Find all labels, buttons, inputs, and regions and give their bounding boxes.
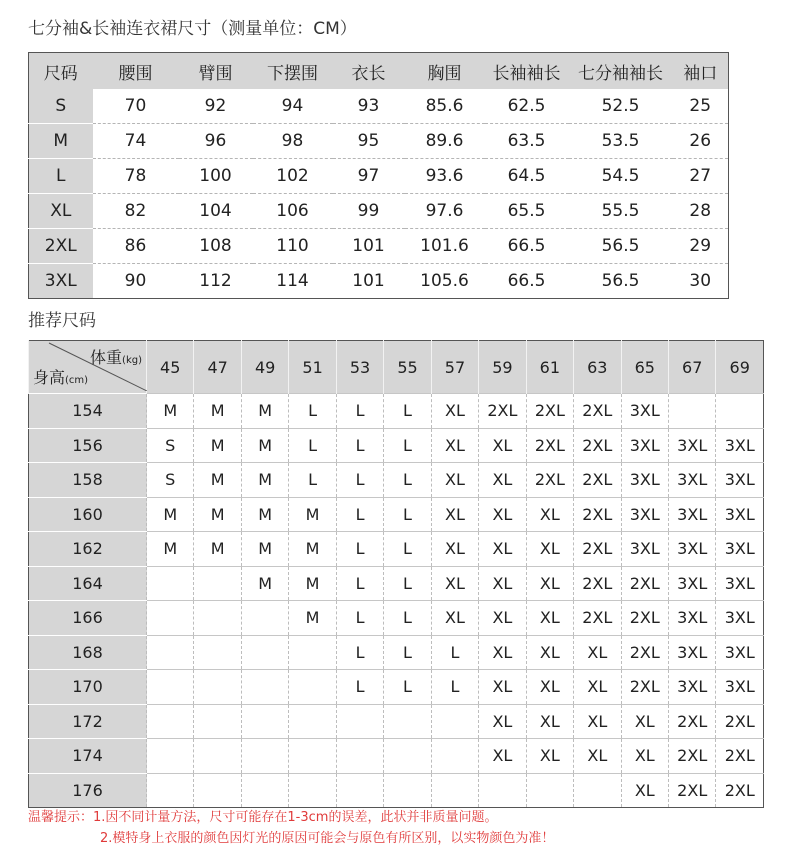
recommended-size-cell [194, 739, 241, 774]
height-cell: 172 [29, 704, 147, 739]
recommended-size-cell: 3XL [621, 532, 668, 567]
recommended-size-cell [241, 670, 288, 705]
measurement-cell: 82 [93, 194, 179, 229]
recommended-size-cell: XL [526, 670, 573, 705]
table-row [29, 670, 764, 705]
recommended-size-cell: 2XL [621, 601, 668, 636]
recommended-size-cell: XL [526, 739, 573, 774]
recommended-size-cell: XL [574, 704, 621, 739]
recommended-size-cell [289, 773, 336, 808]
table-row [29, 601, 764, 636]
measurement-cell: 102 [253, 159, 333, 194]
weight-header-cell: 53 [336, 341, 383, 394]
recommended-size-cell: XL [431, 463, 478, 498]
recommended-size-cell: 3XL [716, 532, 764, 567]
height-cell: 170 [29, 670, 147, 705]
recommended-size-cell: M [194, 394, 241, 429]
recommended-size-cell: 2XL [574, 566, 621, 601]
recommended-size-cell [336, 739, 383, 774]
recommended-size-cell: 2XL [574, 497, 621, 532]
height-cell: 168 [29, 635, 147, 670]
recommended-size-cell: L [336, 532, 383, 567]
weight-header-cell: 51 [289, 341, 336, 394]
table-row [29, 428, 764, 463]
recommended-size-cell [574, 773, 621, 808]
recommended-size-cell: S [147, 428, 194, 463]
recommended-size-cell: L [384, 635, 431, 670]
recommended-size-cell: L [289, 394, 336, 429]
recommended-size-cell: 2XL [668, 739, 715, 774]
height-cell: 174 [29, 739, 147, 774]
recommended-size-cell: M [241, 463, 288, 498]
recommended-size-cell: M [289, 532, 336, 567]
corner-cell [29, 341, 147, 394]
height-cell: 166 [29, 601, 147, 636]
recommended-size-cell: M [194, 497, 241, 532]
recommended-size-cell: 3XL [621, 394, 668, 429]
table-row [29, 463, 764, 498]
recommended-size-cell [384, 773, 431, 808]
table-row [29, 773, 764, 808]
table-row [29, 497, 764, 532]
recommended-size-cell [194, 773, 241, 808]
measurement-cell: 89.6 [405, 124, 485, 159]
recommended-size-cell: L [384, 670, 431, 705]
recommended-size-cell [194, 601, 241, 636]
recommended-size-cell: L [384, 497, 431, 532]
recommended-size-cell: 2XL [716, 739, 764, 774]
recommended-size-cell: L [336, 601, 383, 636]
recommended-size-cell: 2XL [574, 428, 621, 463]
recommended-size-cell: M [241, 394, 288, 429]
recommended-size-cell: XL [526, 532, 573, 567]
measurement-cell: 66.5 [485, 229, 569, 264]
measurement-cell: 53.5 [569, 124, 673, 159]
recommended-size-cell: XL [431, 566, 478, 601]
measurement-cell: 28 [673, 194, 729, 229]
measurement-cell: 114 [253, 264, 333, 299]
recommended-size-cell [668, 394, 715, 429]
recommended-size-cell: XL [526, 704, 573, 739]
table-row [29, 124, 729, 159]
measurement-cell: 85.6 [425, 96, 464, 116]
size-label-cell: M [29, 124, 93, 159]
recommended-size-cell [289, 739, 336, 774]
recommended-size-cell [336, 704, 383, 739]
recommended-size-cell: XL [479, 566, 526, 601]
weight-header-cell: 69 [716, 341, 764, 394]
header-size: 尺码 [29, 53, 93, 90]
weight-header-cell: 47 [194, 341, 241, 394]
header-length: 衣长 [333, 53, 405, 90]
recommended-size-cell: XL [574, 670, 621, 705]
table-row [29, 264, 729, 299]
size-chart-table [28, 52, 729, 299]
recommended-size-cell [147, 635, 194, 670]
measurement-cell: 93 [357, 96, 380, 116]
recommended-size-cell [431, 739, 478, 774]
header-long-sleeve: 长袖袖长 [485, 53, 569, 90]
recommended-size-cell: 3XL [716, 601, 764, 636]
height-cell: 162 [29, 532, 147, 567]
measurement-cell: 30 [673, 264, 729, 299]
recommended-size-cell: 2XL [716, 773, 764, 808]
size-label-cell: L [29, 159, 93, 194]
recommended-size-cell: 3XL [716, 635, 764, 670]
measurement-cell: 55.5 [569, 194, 673, 229]
recommended-size-cell [526, 773, 573, 808]
recommended-size-cell: 2XL [574, 394, 621, 429]
header-waist: 腰围 [93, 53, 179, 90]
measurement-cell: 26 [673, 124, 729, 159]
table-row [29, 739, 764, 774]
table-row [29, 566, 764, 601]
size-label-cell: S [29, 89, 93, 124]
recommended-size-cell: 3XL [621, 497, 668, 532]
recommended-size-cell [716, 394, 764, 429]
height-cell: 158 [29, 463, 147, 498]
measurement-cell: 90 [93, 264, 179, 299]
recommended-size-cell: L [289, 428, 336, 463]
recommended-size-cell: 2XL [526, 463, 573, 498]
recommended-size-cell [147, 739, 194, 774]
table-row [29, 394, 764, 429]
measurement-cell: 104 [179, 194, 253, 229]
measurement-cell: 25 [689, 96, 712, 116]
recommended-size-cell: XL [526, 566, 573, 601]
recommended-size-cell: 2XL [668, 704, 715, 739]
recommended-size-cell [289, 704, 336, 739]
recommended-size-cell: 2XL [668, 773, 715, 808]
note-line-2: 2.模特身上衣服的颜色因灯光的原因可能会与原色有所区别，以实物颜色为准！ [100, 831, 555, 846]
recommended-size-cell: XL [479, 497, 526, 532]
recommended-size-cell: 3XL [668, 532, 715, 567]
recommended-size-cell: 3XL [716, 463, 764, 498]
measurement-cell: 112 [179, 264, 253, 299]
recommended-size-cell [479, 773, 526, 808]
header-cuff: 袖口 [673, 53, 729, 90]
weight-header-cell: 63 [574, 341, 621, 394]
recommended-size-cell [431, 773, 478, 808]
recommended-size-cell: L [336, 394, 383, 429]
height-cell: 156 [29, 428, 147, 463]
table-row [29, 89, 729, 124]
recommended-size-cell: L [384, 566, 431, 601]
weight-header-cell: 45 [147, 341, 194, 394]
measurement-cell: 92 [204, 96, 227, 116]
table-row [29, 229, 729, 264]
measurement-cell: 86 [93, 229, 179, 264]
recommended-size-cell: 2XL [621, 670, 668, 705]
recommended-size-cell [147, 773, 194, 808]
recommended-size-cell: 3XL [668, 463, 715, 498]
measurement-cell: 78 [93, 159, 179, 194]
weight-header-cell: 55 [384, 341, 431, 394]
recommended-size-cell: M [194, 428, 241, 463]
recommended-size-cell: XL [621, 773, 668, 808]
size-label-cell: 2XL [29, 229, 93, 264]
recommended-size-cell: 2XL [716, 704, 764, 739]
recommended-size-cell [384, 704, 431, 739]
recommended-size-cell: 3XL [716, 428, 764, 463]
measurement-cell: 98 [253, 124, 333, 159]
measurement-cell: 63.5 [485, 124, 569, 159]
recommended-size-cell: 3XL [716, 497, 764, 532]
recommended-size-cell: M [289, 601, 336, 636]
measurement-cell: 106 [253, 194, 333, 229]
recommended-size-cell [241, 739, 288, 774]
size-table-header-row [29, 53, 729, 90]
measurement-cell: 62.5 [507, 96, 546, 116]
recommended-size-cell: 3XL [716, 566, 764, 601]
recommended-size-cell: L [384, 532, 431, 567]
recommended-size-cell: XL [479, 532, 526, 567]
recommended-size-cell: M [289, 497, 336, 532]
measurement-cell: 70 [124, 96, 147, 116]
recommended-size-cell [194, 635, 241, 670]
recommended-size-cell [241, 704, 288, 739]
recommend-size-table [28, 340, 764, 808]
weight-header-cell: 67 [668, 341, 715, 394]
recommended-size-cell: XL [479, 704, 526, 739]
measurement-cell: 97 [333, 159, 405, 194]
recommended-size-cell: XL [479, 739, 526, 774]
recommended-size-cell: M [241, 497, 288, 532]
height-cell: 176 [29, 773, 147, 808]
recommended-size-cell: 3XL [621, 463, 668, 498]
recommended-size-cell: 3XL [668, 566, 715, 601]
measurement-cell: 56.5 [569, 264, 673, 299]
table-row [29, 635, 764, 670]
recommended-size-cell: 3XL [668, 428, 715, 463]
recommended-size-cell: XL [574, 739, 621, 774]
measurement-cell: 27 [673, 159, 729, 194]
recommended-size-cell [241, 773, 288, 808]
measurement-cell: 93.6 [405, 159, 485, 194]
recommended-size-cell: M [241, 532, 288, 567]
recommended-size-cell: L [336, 566, 383, 601]
height-label: 身高(cm) [33, 368, 89, 387]
recommended-size-cell: L [289, 463, 336, 498]
recommended-size-cell [147, 704, 194, 739]
recommended-size-cell: S [147, 463, 194, 498]
recommended-size-cell: L [384, 394, 431, 429]
measurement-cell: 101.6 [405, 229, 485, 264]
measurement-cell: 97.6 [405, 194, 485, 229]
recommended-size-cell: 2XL [621, 635, 668, 670]
table-row [29, 194, 729, 229]
recommended-size-cell: 2XL [621, 566, 668, 601]
recommended-size-cell: L [336, 463, 383, 498]
measurement-cell: 66.5 [485, 264, 569, 299]
weight-header-cell: 61 [526, 341, 573, 394]
recommend-header-row [29, 341, 764, 394]
recommended-size-cell: 3XL [668, 635, 715, 670]
recommended-size-cell: M [194, 532, 241, 567]
recommended-size-cell: XL [479, 670, 526, 705]
recommended-size-cell [384, 739, 431, 774]
measurement-cell: 96 [179, 124, 253, 159]
recommended-size-cell: XL [431, 394, 478, 429]
recommended-size-cell: L [431, 670, 478, 705]
measurement-cell: 99 [333, 194, 405, 229]
measurement-cell: 105.6 [405, 264, 485, 299]
recommended-size-cell [241, 635, 288, 670]
weight-label: 体重(kg) [90, 348, 142, 367]
recommended-size-cell: XL [479, 463, 526, 498]
measurement-cell: 52.5 [601, 96, 640, 116]
recommended-size-cell: XL [431, 428, 478, 463]
table-row [29, 159, 729, 194]
measurement-cell: 94 [281, 96, 304, 116]
recommended-size-cell: XL [479, 635, 526, 670]
recommended-size-cell [336, 773, 383, 808]
recommended-size-cell: L [384, 601, 431, 636]
recommended-size-cell: XL [431, 601, 478, 636]
recommended-size-cell: L [336, 635, 383, 670]
recommended-size-cell: 2XL [526, 428, 573, 463]
recommended-size-cell: 2XL [479, 394, 526, 429]
height-cell: 164 [29, 566, 147, 601]
recommended-size-cell [431, 704, 478, 739]
recommended-size-cell: L [431, 635, 478, 670]
recommended-size-cell: M [289, 566, 336, 601]
recommended-size-cell: XL [526, 601, 573, 636]
height-cell: 154 [29, 394, 147, 429]
header-bust: 胸围 [405, 53, 485, 90]
weight-header-cell: 59 [479, 341, 526, 394]
recommended-size-cell [289, 635, 336, 670]
recommended-size-cell [194, 670, 241, 705]
recommended-size-cell: M [147, 532, 194, 567]
measurement-cell: 95 [333, 124, 405, 159]
measurement-cell: 101 [333, 264, 405, 299]
table-row [29, 532, 764, 567]
measurement-cell: 74 [93, 124, 179, 159]
recommend-table-title: 推荐尺码 [28, 311, 96, 331]
size-label-cell: XL [29, 194, 93, 229]
recommended-size-cell: 2XL [526, 394, 573, 429]
recommended-size-cell: 3XL [668, 497, 715, 532]
recommended-size-cell: XL [526, 497, 573, 532]
size-label-cell: 3XL [29, 264, 93, 299]
recommended-size-cell: XL [621, 704, 668, 739]
recommended-size-cell [147, 566, 194, 601]
height-cell: 160 [29, 497, 147, 532]
recommended-size-cell: 2XL [574, 532, 621, 567]
recommended-size-cell: XL [621, 739, 668, 774]
weight-header-cell: 57 [431, 341, 478, 394]
measurement-cell: 54.5 [569, 159, 673, 194]
recommended-size-cell: M [194, 463, 241, 498]
recommended-size-cell: 3XL [668, 601, 715, 636]
recommended-size-cell: XL [526, 635, 573, 670]
recommended-size-cell: 3XL [621, 428, 668, 463]
weight-header-cell: 65 [621, 341, 668, 394]
recommended-size-cell [194, 704, 241, 739]
recommended-size-cell: L [336, 497, 383, 532]
recommended-size-cell: XL [479, 601, 526, 636]
recommended-size-cell: M [147, 394, 194, 429]
recommended-size-cell: L [336, 428, 383, 463]
recommended-size-cell [241, 601, 288, 636]
recommended-size-cell: XL [479, 428, 526, 463]
measurement-cell: 110 [253, 229, 333, 264]
recommended-size-cell: M [241, 428, 288, 463]
size-table-title: 七分袖&长袖连衣裙尺寸（测量单位：CM） [28, 19, 357, 39]
measurement-cell: 65.5 [485, 194, 569, 229]
recommended-size-cell: 3XL [716, 670, 764, 705]
measurement-cell: 29 [673, 229, 729, 264]
table-row [29, 704, 764, 739]
recommended-size-cell [147, 670, 194, 705]
recommended-size-cell: L [336, 670, 383, 705]
recommended-size-cell [194, 566, 241, 601]
recommended-size-cell [147, 601, 194, 636]
measurement-cell: 100 [179, 159, 253, 194]
measurement-cell: 56.5 [569, 229, 673, 264]
measurement-cell: 64.5 [485, 159, 569, 194]
header-three-quarter-sleeve: 七分袖袖长 [569, 53, 673, 90]
note-line-1: 温馨提示：1.因不同计量方法，尺寸可能存在1-3cm的误差，此状并非质量问题。 [28, 810, 498, 825]
recommended-size-cell: XL [431, 532, 478, 567]
recommended-size-cell: 2XL [574, 601, 621, 636]
recommended-size-cell: L [384, 463, 431, 498]
recommended-size-cell: M [147, 497, 194, 532]
recommended-size-cell: XL [431, 497, 478, 532]
recommended-size-cell: XL [574, 635, 621, 670]
measurement-cell: 108 [179, 229, 253, 264]
recommended-size-cell [289, 670, 336, 705]
recommended-size-cell: M [241, 566, 288, 601]
recommended-size-cell: 3XL [668, 670, 715, 705]
header-hem: 下摆围 [253, 53, 333, 90]
recommended-size-cell: 2XL [574, 463, 621, 498]
recommended-size-cell: L [384, 428, 431, 463]
header-arm: 臂围 [179, 53, 253, 90]
weight-header-cell: 49 [241, 341, 288, 394]
measurement-cell: 101 [333, 229, 405, 264]
